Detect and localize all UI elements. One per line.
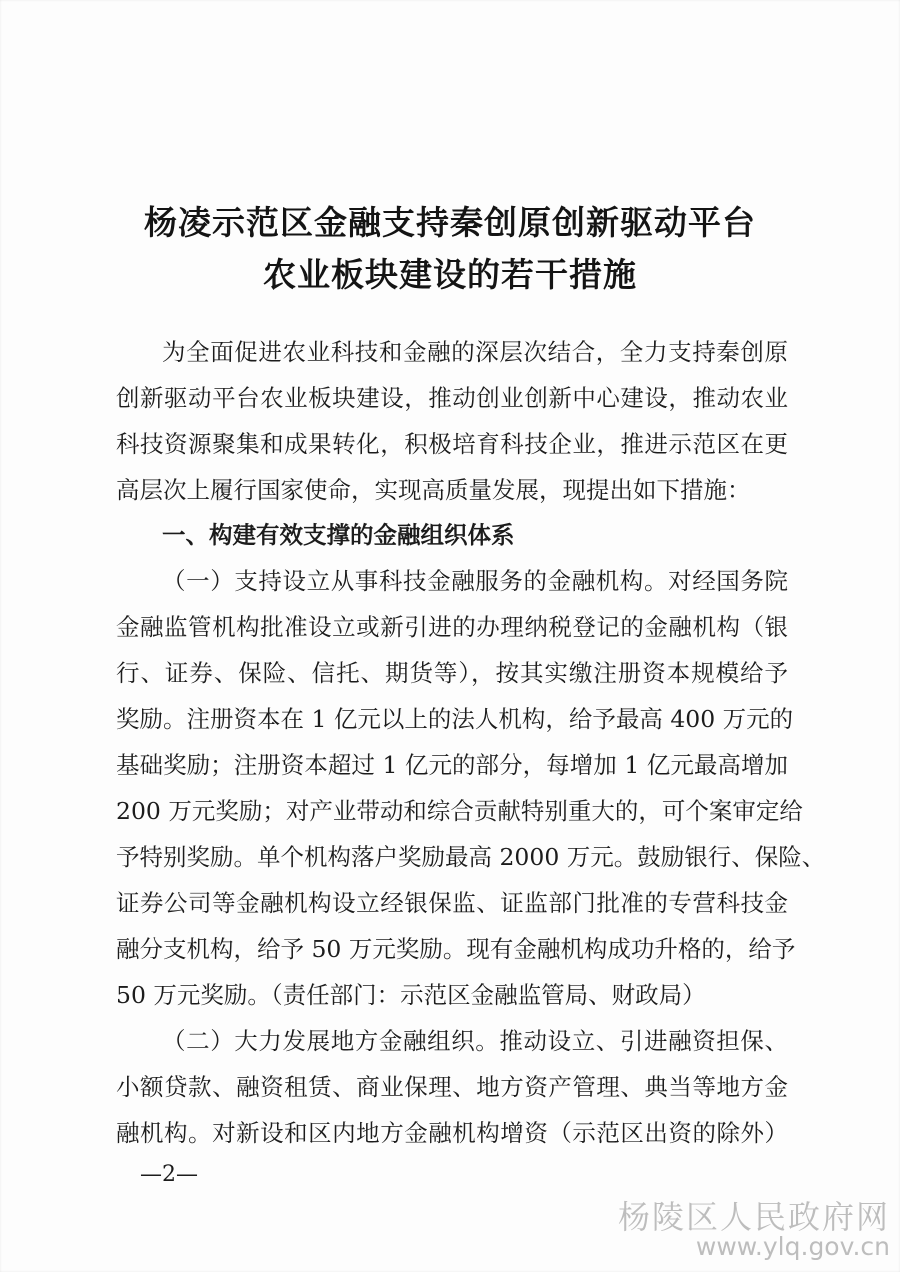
document-title-line-1: 杨凌示范区金融支持秦创原创新驱动平台 [144, 203, 756, 242]
paragraph-line: 融机构。对新设和区内地方金融机构增资（示范区出资的除外） [116, 1119, 788, 1147]
paragraph-line: 予特别奖励。单个机构落户奖励最高 2000 万元。鼓励银行、保险、 [116, 843, 826, 871]
paragraph-line: 融分支机构，给予 50 万元奖励。现有金融机构成功升格的，给予 [116, 935, 796, 963]
paragraph-line: 高层次上履行国家使命，实现高质量发展，现提出如下措施： [116, 476, 751, 504]
paragraph-line: （一）支持设立从事科技金融服务的金融机构。对经国务院 [162, 567, 788, 595]
paragraph-line: 科技资源聚集和成果转化，积极培育科技企业，推进示范区在更 [116, 430, 788, 458]
paragraph-line: 证券公司等金融机构设立经银保监、证监部门批准的专营科技金 [116, 889, 788, 917]
paragraph-line: 为全面促进农业科技和金融的深层次结合，全力支持秦创原 [162, 338, 788, 366]
paragraph-line: 小额贷款、融资租赁、商业保理、地方资产管理、典当等地方金 [116, 1073, 788, 1101]
watermark-url: www.ylq.gov.cn [695, 1232, 890, 1261]
paragraph-line: 创新驱动平台农业板块建设，推动创业创新中心建设，推动农业 [116, 384, 788, 412]
paragraph-line: 奖励。注册资本在 1 亿元以上的法人机构，给予最高 400 万元的 [116, 705, 794, 733]
page-number: —2— [140, 1162, 198, 1187]
paragraph-line: 行、证券、保险、信托、期货等），按其实缴注册资本规模给予 [116, 659, 788, 687]
paragraph-line: 金融监管机构批准设立或新引进的办理纳税登记的金融机构（银 [116, 613, 788, 641]
document-title-line-2: 农业板块建设的若干措施 [263, 255, 637, 294]
watermark-site-name: 杨陵区人民政府网 [617, 1198, 890, 1236]
paragraph-line: 基础奖励；注册资本超过 1 亿元的部分，每增加 1 亿元最高增加 [116, 751, 788, 779]
paragraph-line: （二）大力发展地方金融组织。推动设立、引进融资担保、 [162, 1027, 788, 1055]
section-heading: 一、构建有效支撑的金融组织体系 [162, 521, 515, 549]
paragraph-line: 50 万元奖励。（责任部门：示范区金融监管局、财政局） [116, 981, 706, 1009]
paragraph-line: 200 万元奖励；对产业带动和综合贡献特别重大的，可个案审定给 [116, 797, 803, 825]
